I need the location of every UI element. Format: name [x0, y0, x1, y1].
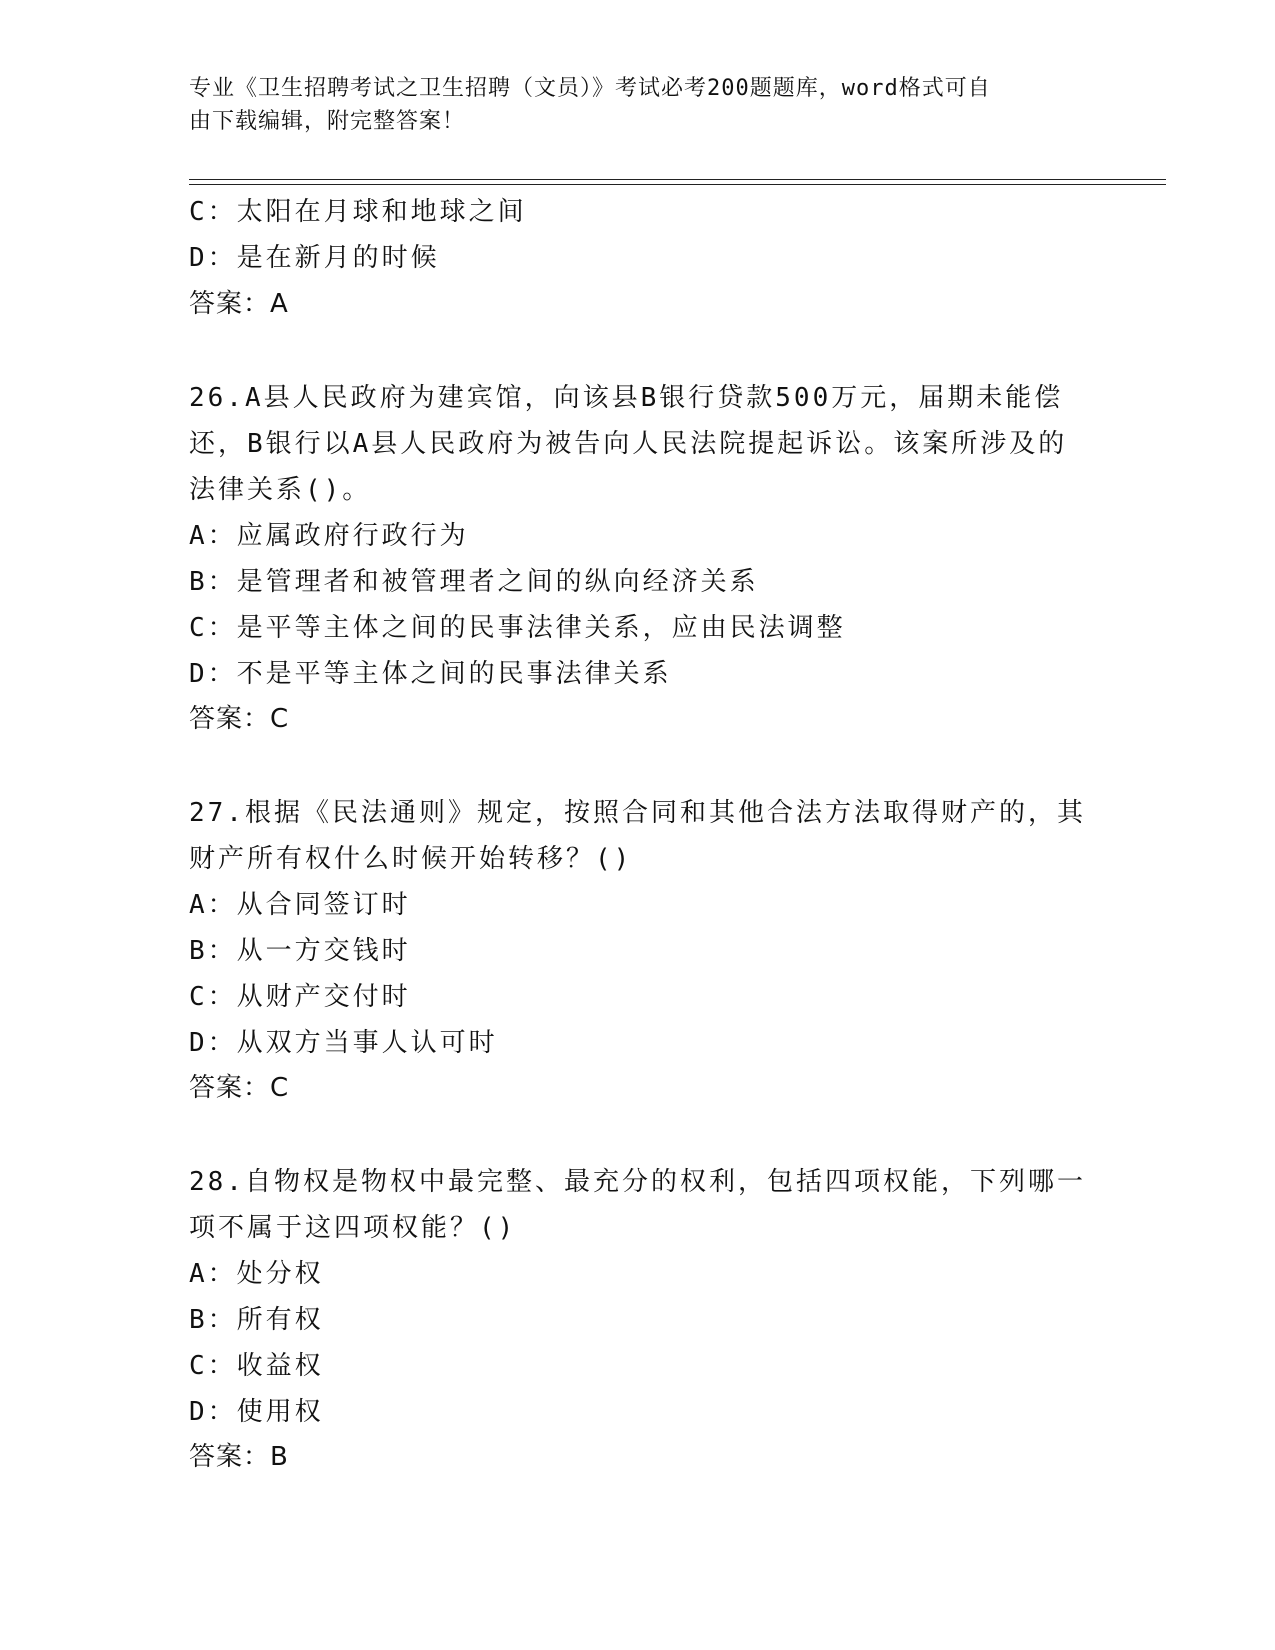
question-text: 法律关系()。 — [189, 475, 372, 505]
option-a: A：应属政府行政行为 — [189, 521, 469, 551]
answer-line: 答案：C — [189, 704, 290, 734]
question-text: 28.自物权是物权中最完整、最充分的权利，包括四项权能，下列哪一 — [189, 1167, 1086, 1197]
option-d: D：不是平等主体之间的民事法律关系 — [189, 659, 672, 689]
document-header — [189, 72, 1089, 138]
answer-line: 答案：C — [189, 1073, 290, 1103]
answer-line: 答案：B — [189, 1442, 289, 1472]
option-d: D：从双方当事人认可时 — [189, 1028, 498, 1058]
header-divider — [189, 184, 1166, 185]
question-text: 项不属于这四项权能？() — [189, 1213, 517, 1243]
option-b: B：是管理者和被管理者之间的纵向经济关系 — [189, 567, 759, 597]
option-c: C：是平等主体之间的民事法律关系，应由民法调整 — [189, 613, 846, 643]
header-line: 由下载编辑，附完整答案！ — [189, 109, 466, 134]
answer-line: 答案：A — [189, 289, 289, 319]
option-d: D：是在新月的时候 — [189, 243, 440, 273]
option-a: A：处分权 — [189, 1259, 324, 1289]
question-text: 26.A县人民政府为建宾馆，向该县B银行贷款500万元，届期未能偿 — [189, 383, 1064, 413]
question-text: 还，B银行以A县人民政府为被告向人民法院提起诉讼。该案所涉及的 — [189, 429, 1068, 459]
option-b: B：所有权 — [189, 1305, 324, 1335]
option-a: A：从合同签订时 — [189, 890, 411, 920]
option-c: C：收益权 — [189, 1351, 324, 1381]
option-b: B：从一方交钱时 — [189, 936, 411, 966]
header-line: 专业《卫生招聘考试之卫生招聘（文员）》考试必考200题题库，word格式可自 — [189, 76, 991, 101]
question-text: 财产所有权什么时候开始转移？() — [189, 844, 633, 874]
option-c: C：太阳在月球和地球之间 — [189, 197, 527, 227]
option-d: D：使用权 — [189, 1397, 324, 1427]
header-divider — [189, 179, 1166, 180]
option-c: C：从财产交付时 — [189, 982, 411, 1012]
question-text: 27.根据《民法通则》规定，按照合同和其他合法方法取得财产的，其 — [189, 798, 1086, 828]
